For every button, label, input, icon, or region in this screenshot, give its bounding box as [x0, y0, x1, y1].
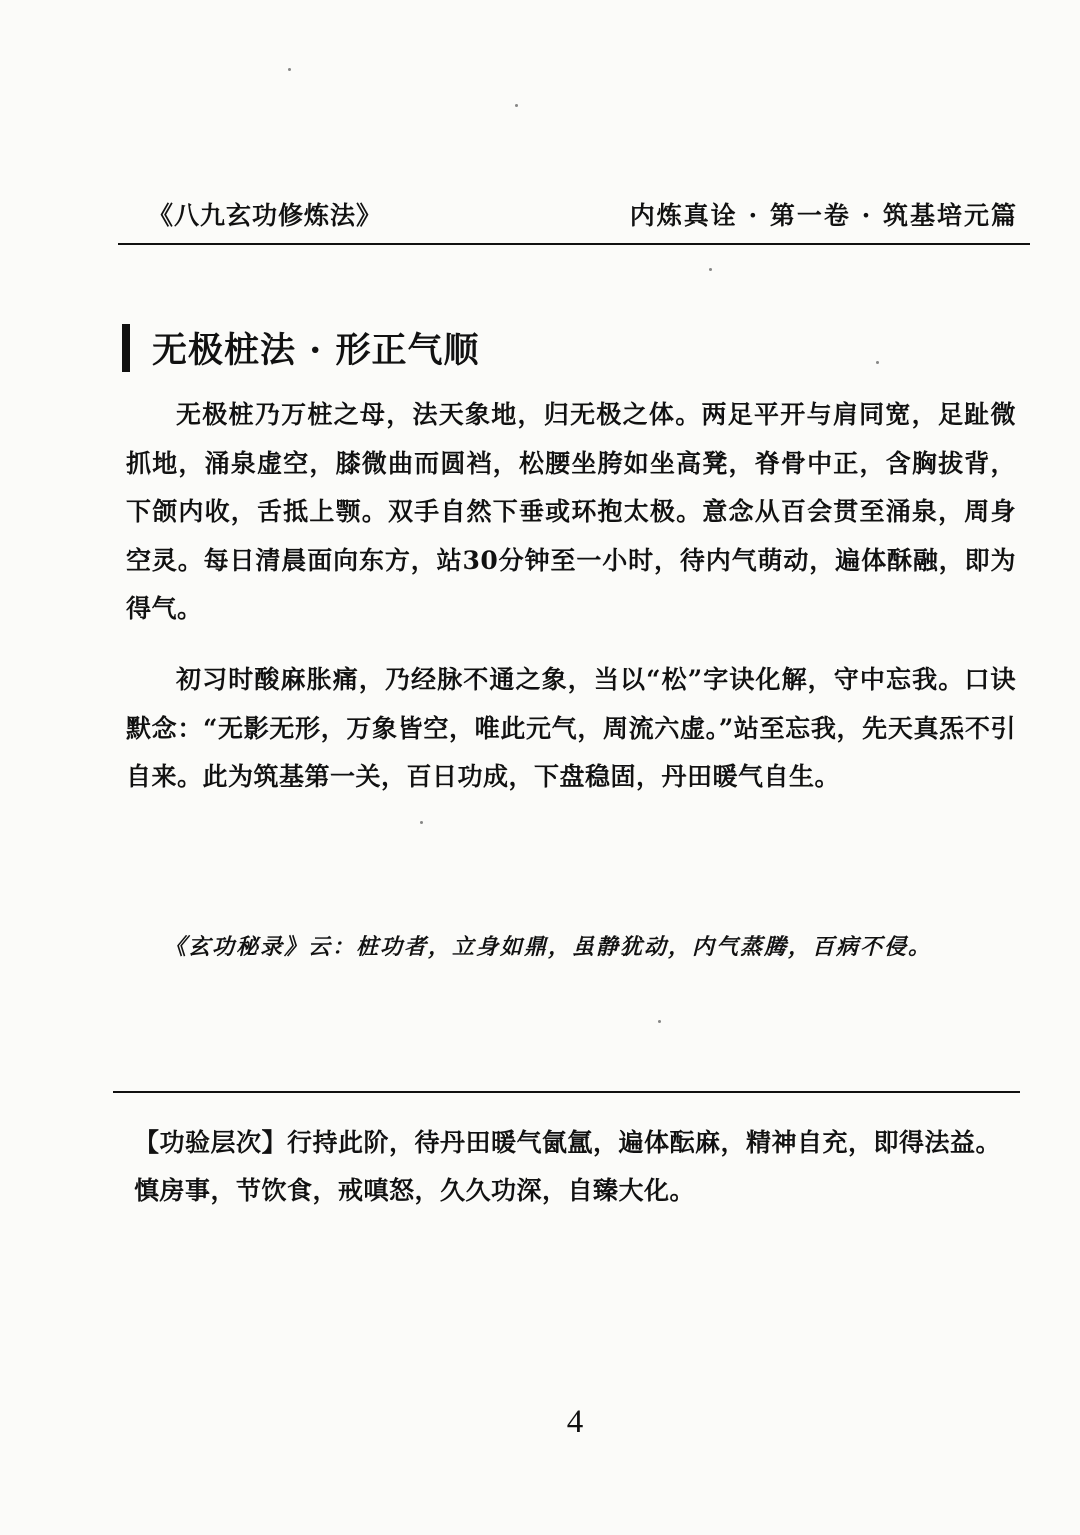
page-number: 4 [566, 1404, 584, 1440]
scan-speck [658, 1020, 661, 1023]
header-rule [118, 243, 1030, 245]
section-title: 无极桩法 · 形正气顺 [152, 330, 480, 371]
quotation: 《玄功秘录》云：桩功者，立身如鼎，虽静犹动，内气蒸腾，百病不侵。 [164, 934, 933, 960]
section-heading [122, 320, 480, 376]
body-paragraph-1: 无极桩乃万桩之母，法天象地，归无极之体。两足平开与肩同宽，足趾微抓地，涌泉虚空，膝微曲而圆裆，松腰坐胯如坐高凳，脊骨中正，含胸拔背，下颌内收，舌抵上颚。双手自然下垂或环抱太极。意念从百会贯至涌泉，周身空灵。每日清晨面向东方，站30分钟至一小时，待内气萌动，遍体酥融，即为得气。 [126, 400, 1016, 624]
chapter-title: 内炼真诠 · 第一卷 · 筑基培元篇 [629, 201, 1018, 230]
scan-speck [288, 68, 291, 71]
scan-speck [876, 361, 879, 364]
scan-speck [420, 821, 423, 824]
body-paragraph-2: 初习时酸麻胀痛，乃经脉不通之象，当以“松”字诀化解，守中忘我。口诀默念：“无影无形，万象皆空，唯此元气，周流六虚。”站至忘我，先天真炁不引自来。此为筑基第一关，百日功成，下盘稳固，丹田暖气自生。 [126, 665, 1016, 792]
heading-bar-icon [122, 324, 130, 372]
scan-speck [515, 104, 518, 107]
book-title: 《八九玄功修炼法》 [148, 201, 383, 230]
footnote: 【功验层次】行持此阶，待丹田暖气氤氲，遍体酝麻，精神自充，即得法益。慎房事，节饮食，戒嗔怒，久久功深，自臻大化。 [134, 1128, 1002, 1205]
footer-rule [113, 1091, 1020, 1093]
running-header [118, 196, 1018, 240]
scan-speck [709, 268, 712, 271]
